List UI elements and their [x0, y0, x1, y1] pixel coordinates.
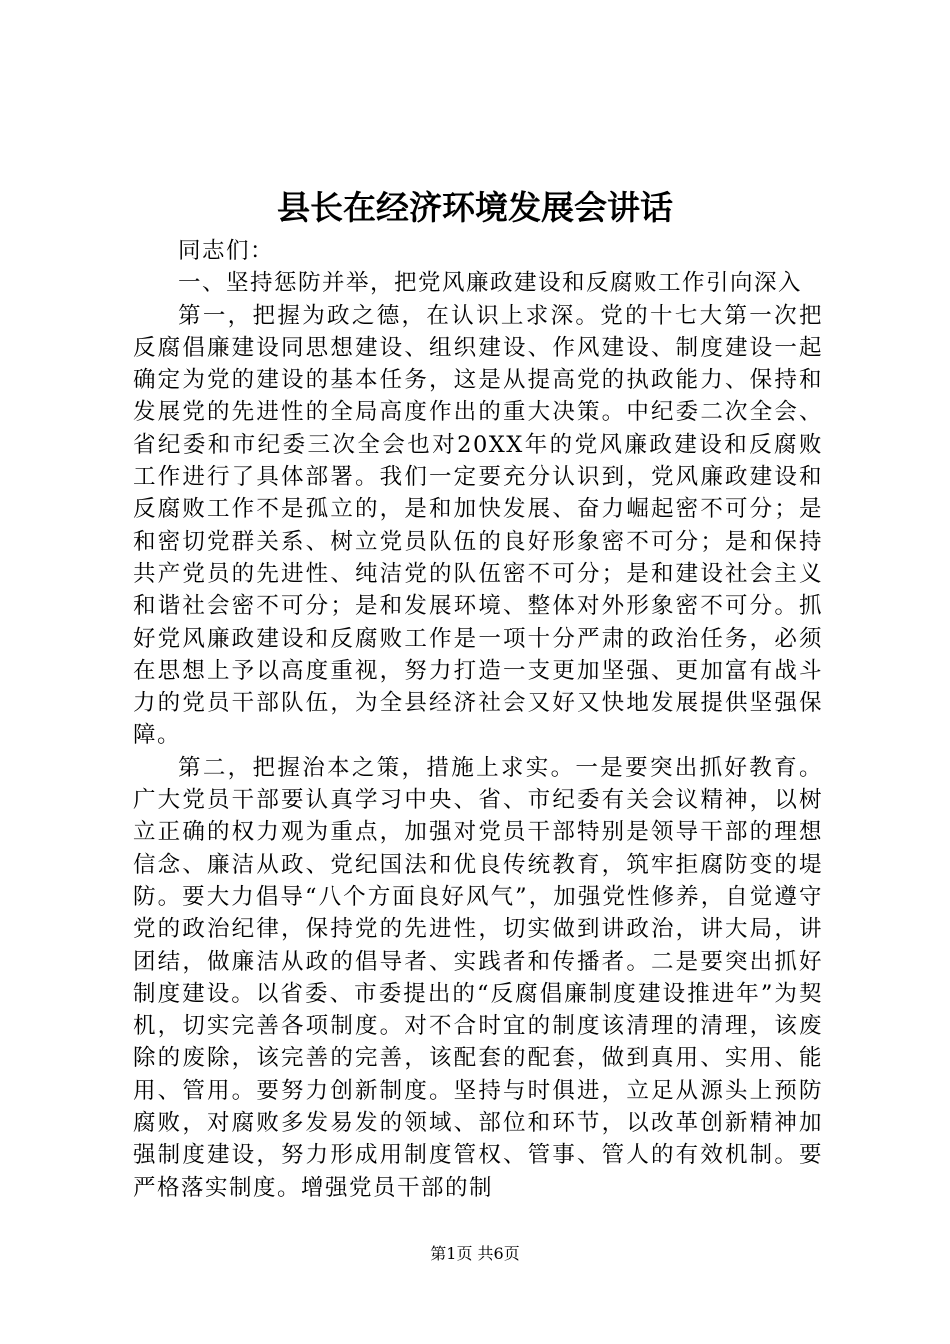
body-paragraph-first: 第一，把握为政之德，在认识上求深。党的十七大第一次把反腐倡廉建设同思想建设、组织建设、作风建设、制度建设一起确定为党的建设的基本任务，这是从提高党的执政能力、保持和发展党的先进性的全局高度作出的重大决策。中纪委二次全会、省纪委和市纪委三次全会也对20XX年的党风廉政建设和反腐败工作进行了具体部署。我们一定要充分认识到，党风廉政建设和反腐败工作不是孤立的，是和加快发展、奋力崛起密不可分；是和密切党群关系、树立党员队伍的良好形象密不可分；是和保持共产党员的先进性、纯洁党的队伍密不可分；是和建设社会主义和谐社会密不可分；是和发展环境、整体对外形象密不可分。抓好党风廉政建设和反腐败工作是一项十分严肃的政治任务，必须在思想上予以高度重视，努力打造一支更加坚强、更加富有战斗力的党员干部队伍，为全县经济社会又好又快地发展提供坚强保障。 — [133, 302, 823, 749]
document-title: 县长在经济环境发展会讲话 — [277, 188, 673, 227]
section-heading-paragraph: 一、坚持惩防并举，把党风廉政建设和反腐败工作引向深入 — [178, 270, 803, 297]
page-number-footer: 第1页 共6页 — [430, 1244, 520, 1263]
body-paragraph-second: 第二，把握治本之策，措施上求实。一是要突出抓好教育。广大党员干部要认真学习中央、省、市纪委有关会议精神，以树立正确的权力观为重点，加强对党员干部特别是领导干部的理想信念、廉洁从政、党纪国法和优良传统教育，筑牢拒腐防变的堤防。要大力倡导“八个方面良好风气”，加强党性修养，自觉遵守党的政治纪律，保持党的先进性，切实做到讲政治，讲大局，讲团结，做廉洁从政的倡导者、实践者和传播者。二是要突出抓好制度建设。以省委、市委提出的“反腐倡廉制度建设推进年”为契机，切实完善各项制度。对不合时宜的制度该清理的清理，该废除的废除，该完善的完善，该配套的配套，做到真用、实用、能用、管用。要努力创新制度。坚持与时俱进，立足从源头上预防腐败，对腐败多发易发的领域、部位和环节，以改革创新精神加强制度建设，努力形成用制度管权、管事、管人的有效机制。要严格落实制度。增强党员干部的制 — [133, 754, 823, 1201]
document-body — [133, 235, 823, 1204]
salutation-paragraph: 同志们： — [178, 238, 275, 264]
